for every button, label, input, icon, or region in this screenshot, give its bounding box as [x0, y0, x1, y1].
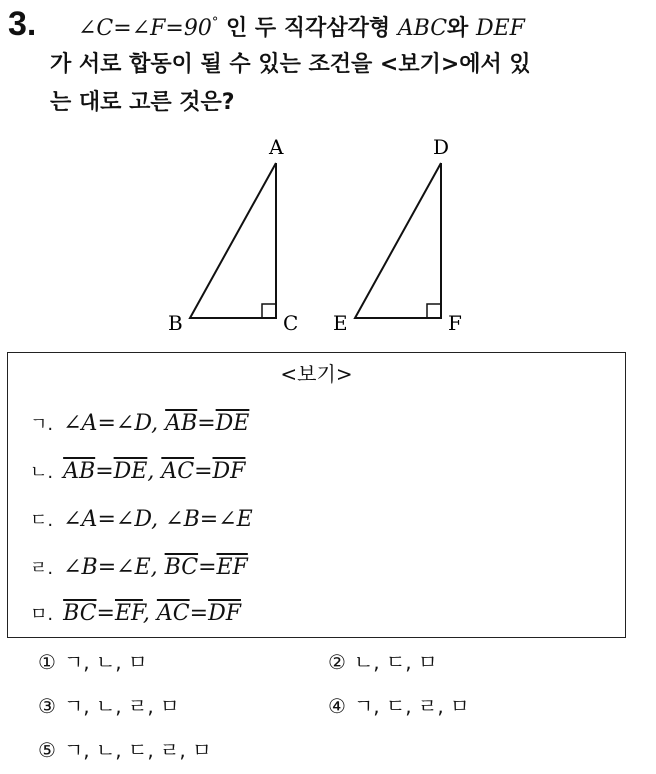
segment-df: $\overline{DF}$ — [212, 459, 246, 484]
segment-df: $\overline{DF}$ — [208, 601, 241, 626]
segment-ef: $\overline{EF}$ — [114, 601, 143, 626]
equals-sign: = — [197, 411, 216, 436]
vertex-label-d: D — [433, 135, 450, 159]
bogi-title: <보기> — [280, 362, 353, 386]
choice-number: ③ — [38, 694, 56, 718]
vertex-label-f: F — [448, 311, 462, 335]
choice-3[interactable] — [38, 692, 179, 720]
question-text-mid: 인 두 직각삼각형 — [218, 16, 398, 41]
triangle-abc-name: ABC — [397, 16, 448, 41]
choice-number: ④ — [328, 694, 346, 718]
choice-5[interactable] — [38, 736, 211, 764]
choice-text: ㄱ, ㄷ, ㄹ, ㅁ — [353, 694, 470, 718]
right-angle-mark-c — [262, 304, 276, 318]
choice-text: ㄴ, ㄷ, ㅁ — [353, 650, 438, 674]
equals-sign: = — [194, 459, 213, 484]
bogi-box — [7, 352, 626, 638]
triangles-figure — [0, 0, 656, 345]
choice-2[interactable] — [328, 648, 437, 676]
question-line-3: 는 대로 고른 것은? — [50, 90, 235, 115]
segment-de: $\overline{DE}$ — [113, 459, 148, 484]
condition-digeut — [30, 505, 253, 536]
triangle-def — [355, 163, 441, 318]
choice-text: ㄱ, ㄴ, ㄷ, ㄹ, ㅁ — [63, 738, 212, 762]
choice-1[interactable] — [38, 648, 147, 676]
angle-condition: ∠C=∠F=90 — [78, 16, 212, 41]
condition-part: ∠B=∠E, — [63, 555, 165, 580]
question-number: 3. — [8, 5, 37, 43]
separator: , — [142, 601, 157, 626]
choice-number: ① — [38, 650, 56, 674]
separator: , — [147, 459, 162, 484]
segment-ac: $\overline{AC}$ — [156, 601, 190, 626]
segment-ef: $\overline{EF}$ — [216, 555, 248, 580]
segment-bc: $\overline{BC}$ — [164, 555, 199, 580]
vertex-label-c: C — [283, 311, 299, 335]
choice-text: ㄱ, ㄴ, ㄹ, ㅁ — [63, 694, 180, 718]
equals-sign: = — [96, 601, 115, 626]
triangle-def-name: DEF — [475, 16, 525, 41]
equals-sign: = — [198, 555, 217, 580]
vertex-label-a: A — [269, 135, 284, 159]
condition-marker: ㄷ. — [30, 510, 54, 531]
condition-giyeok — [30, 409, 249, 440]
vertex-label-e: E — [333, 311, 348, 335]
choice-number: ⑤ — [38, 738, 56, 762]
segment-bc: $\overline{BC}$ — [63, 601, 97, 626]
equals-sign: = — [95, 459, 114, 484]
vertex-label-b: B — [168, 311, 183, 335]
segment-de: $\overline{DE}$ — [215, 411, 250, 436]
condition-rieul — [30, 553, 248, 584]
triangle-abc — [190, 163, 276, 318]
right-angle-mark-f — [427, 304, 441, 318]
condition-marker: ㄹ. — [30, 558, 54, 579]
question-text-wa: 와 — [447, 16, 476, 41]
equals-sign: = — [189, 601, 209, 626]
condition-marker: ㄱ. — [30, 414, 54, 435]
choice-text: ㄱ, ㄴ, ㅁ — [63, 650, 148, 674]
condition-marker: ㄴ. — [30, 462, 54, 483]
degree-symbol: ° — [211, 15, 219, 30]
condition-part: ∠A=∠D, ∠B=∠E — [63, 507, 253, 532]
segment-ac: $\overline{AC}$ — [161, 459, 195, 484]
condition-part: ∠A=∠D, — [63, 411, 166, 436]
condition-nieun — [30, 457, 245, 488]
condition-marker: ㅁ. — [30, 604, 54, 625]
condition-mieum — [30, 599, 241, 630]
question-line-2: 가 서로 합동이 될 수 있는 조건을 <보기>에서 있 — [50, 52, 531, 77]
choice-number: ② — [328, 650, 346, 674]
choice-4[interactable] — [328, 692, 469, 720]
segment-ab: $\overline{AB}$ — [165, 411, 198, 436]
segment-ab: $\overline{AB}$ — [63, 459, 96, 484]
